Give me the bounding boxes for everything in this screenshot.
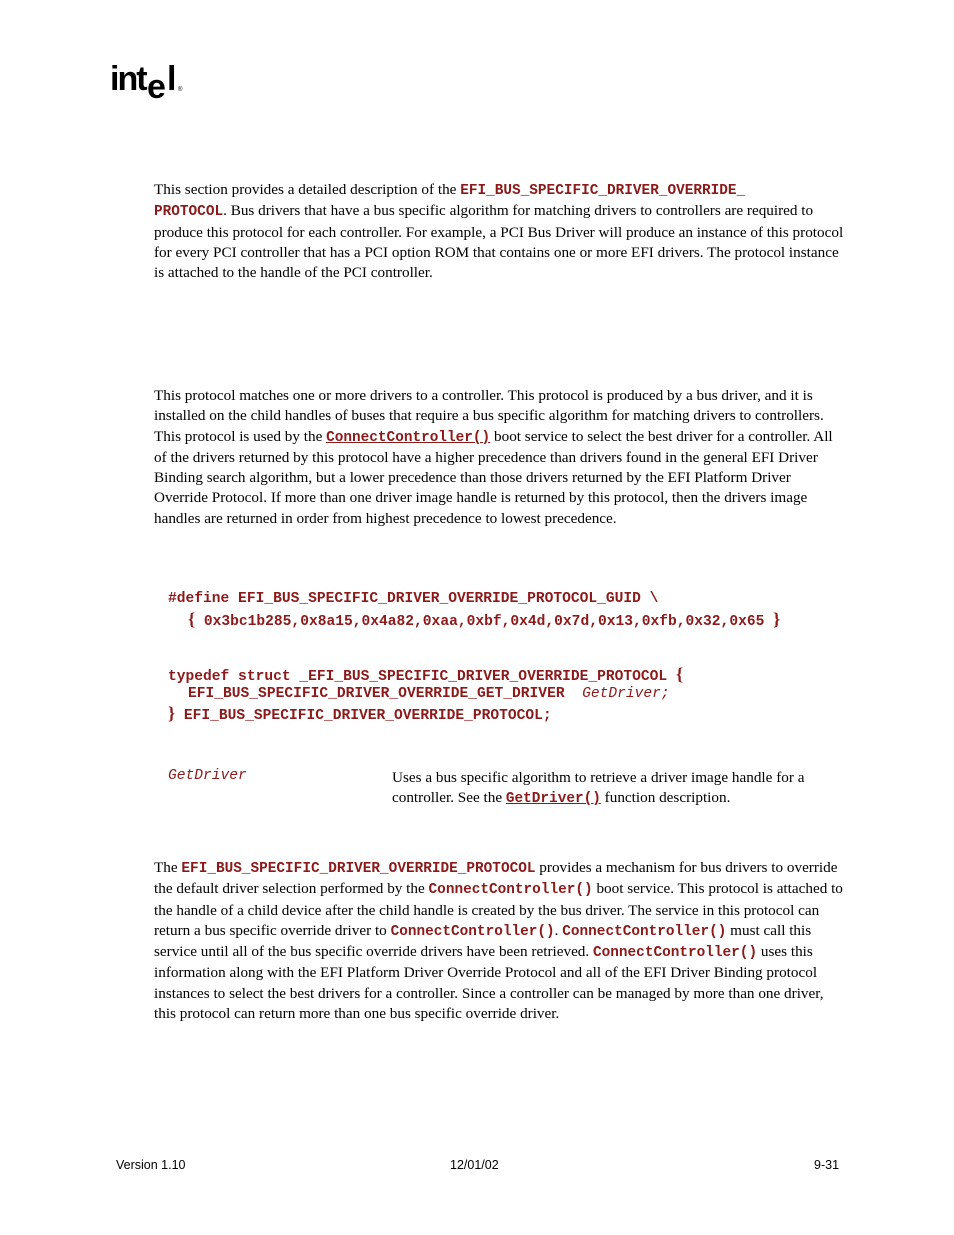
guid-close-brace: } <box>773 609 781 629</box>
desc-connect-controller-2: ConnectController() <box>390 923 555 940</box>
guid-values: 0x3bc1b285,0x8a15,0x4a82,0xaa,0xbf,0x4d,0x7d,0x13,0xfb,0x32,0x65 <box>203 614 765 630</box>
desc-connect-controller-4: ConnectController() <box>593 945 758 962</box>
desc-text-3: boot service. This protocol is attached to the handle of a child device after the child handle is created by the bus driver. The service in this protocol can return a bus specific override driver to <box>154 880 843 939</box>
logo-registered-mark: ® <box>178 87 183 93</box>
desc-text-6: uses this information along with the EFI Platform Driver Override Protocol and all of the EFI Driver Binding protocol instances to select the best drivers for a controller. Since a controller can be managed by more than one driver, this protocol can return more than one bus specific override driver. <box>154 943 824 1023</box>
member-type: EFI_BUS_SPECIFIC_DRIVER_OVERRIDE_GET_DRIVER <box>188 686 565 702</box>
guid-values-line <box>188 609 780 632</box>
summary-paragraph <box>154 386 844 529</box>
intro-text-2: . Bus drivers that have a bus specific algorithm for matching drivers to controllers are required to produce this protocol for each controller. For example, a PCI Bus Driver will produce an instance of this protocol for every PCI controller that has a PCI option ROM that contains one or more EFI drivers. The protocol instance is attached to the handle of the PCI controller. <box>154 202 844 282</box>
desc-text-5: must call this service until all of the bus specific override drivers have been retrieved. <box>154 921 812 961</box>
footer-version: Version 1.10 <box>116 1158 186 1172</box>
description-paragraph <box>154 858 844 1024</box>
desc-connect-controller-3: ConnectController() <box>562 923 727 940</box>
logo-l: l <box>167 60 177 98</box>
typedef-name: typedef struct _EFI_BUS_SPECIFIC_DRIVER_OVERRIDE_PROTOCOL <box>168 669 668 685</box>
guid-open-brace: { <box>188 609 196 629</box>
protocol-name-code: EFI_BUS_SPECIFIC_DRIVER_OVERRIDE_ <box>460 183 746 199</box>
intel-logo <box>110 60 190 104</box>
summary-text-1: This protocol matches one or more drivers to a controller. This protocol is produced by a bus driver, and it is installed on the child handles of buses that require a bus specific algorithm for matching drivers to controllers. This protocol is used by the <box>154 387 824 445</box>
desc-protocol-code: EFI_BUS_SPECIFIC_DRIVER_OVERRIDE_PROTOCOL <box>181 861 536 877</box>
logo-e: e <box>147 68 166 104</box>
desc-text-2: provides a mechanism for bus drivers to override the default driver selection performed by the <box>154 859 838 898</box>
param-desc-text-2: function description. <box>600 789 731 807</box>
struct-member-line <box>188 684 670 704</box>
struct-close-brace: } <box>168 703 176 723</box>
guid-define-line: #define EFI_BUS_SPECIFIC_DRIVER_OVERRIDE_PROTOCOL_GUID \ <box>168 591 659 607</box>
getdriver-link[interactable]: GetDriver() <box>505 791 601 808</box>
desc-text-1: The <box>154 859 182 876</box>
connect-controller-link[interactable]: ConnectController() <box>326 429 491 446</box>
intro-text-1: This section provides a detailed description of the <box>154 181 461 198</box>
summary-text-2: boot service to select the best driver for a controller. All of the drivers returned by this protocol have a higher precedence than drivers found in the general EFI Driver Binding search algorithm, but a lower precedence than those drivers returned by the EFI Platform Driver Override Protocol. If more than one driver image handle is returned by this protocol, then the drivers image handles are returned in order from highest precedence to lowest precedence. <box>154 427 833 527</box>
param-desc-text-1: Uses a bus specific algorithm to retrieve a driver image handle for a controller. See the <box>392 769 805 807</box>
member-name: GetDriver; <box>582 686 670 702</box>
struct-close-name: EFI_BUS_SPECIFIC_DRIVER_OVERRIDE_PROTOCOL; <box>183 708 552 724</box>
protocol-name-code-cont: PROTOCOL <box>154 204 224 221</box>
footer-date: 12/01/02 <box>450 1158 499 1172</box>
footer-page-number: 9-31 <box>814 1158 840 1172</box>
struct-open-brace: { <box>675 664 684 684</box>
logo-wordmark: int <box>110 60 146 98</box>
param-getdriver-name: GetDriver <box>168 768 247 784</box>
intro-paragraph <box>154 180 844 283</box>
struct-close-line <box>168 703 552 726</box>
desc-connect-controller-1: ConnectController() <box>428 882 593 899</box>
param-getdriver-description <box>392 768 842 810</box>
intel-logo-icon <box>110 60 190 104</box>
desc-text-4: . <box>554 921 563 939</box>
